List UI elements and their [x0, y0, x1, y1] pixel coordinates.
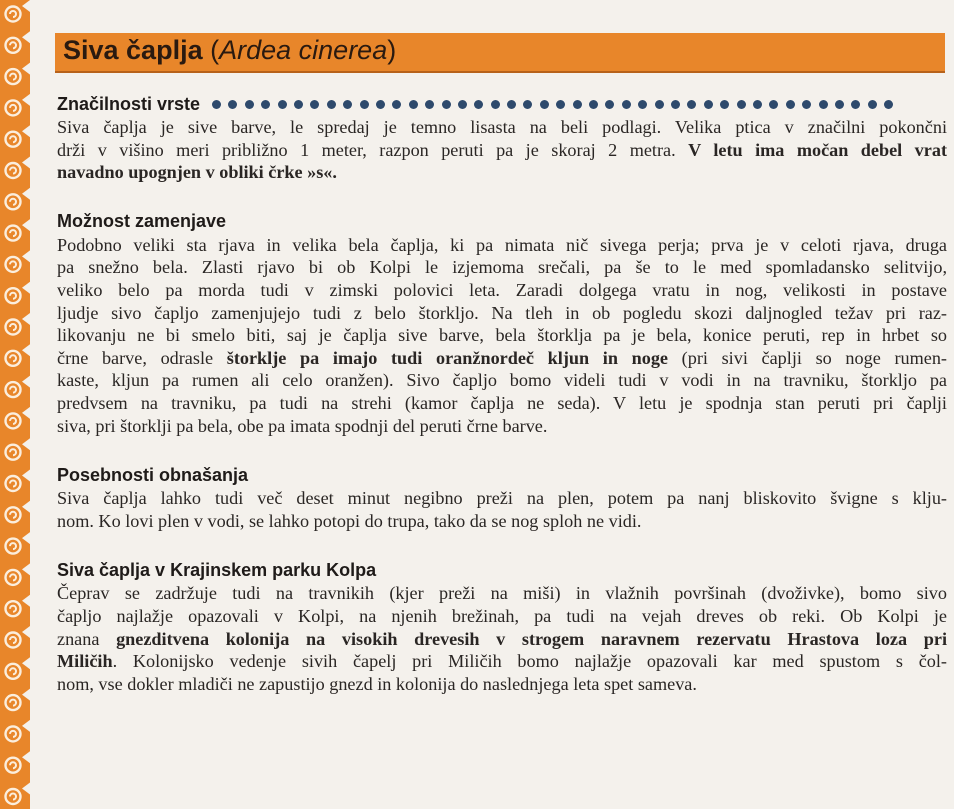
rule-dot — [278, 100, 287, 109]
text-line — [57, 605, 947, 628]
title-common-name: Siva čaplja — [63, 35, 203, 65]
spiral-ornament — [6, 188, 31, 210]
text-line — [57, 415, 947, 438]
section-heading-row — [57, 92, 947, 116]
title-latin-name: Ardea cinerea — [219, 35, 388, 65]
text-line — [57, 628, 947, 651]
rule-dot — [458, 100, 467, 109]
rule-dot — [769, 100, 778, 109]
rule-dot — [720, 100, 729, 109]
text-line — [57, 116, 947, 139]
rule-dot — [638, 100, 647, 109]
rule-dot — [573, 100, 582, 109]
section-heading-row — [57, 463, 947, 487]
title-open-paren: ( — [210, 35, 220, 65]
rule-dot — [442, 100, 451, 109]
text-line — [57, 673, 947, 696]
rule-dot — [605, 100, 614, 109]
text-run: črne barve, odrasle — [57, 347, 227, 368]
text-line — [57, 487, 947, 510]
rule-dot — [556, 100, 565, 109]
rule-dot — [507, 100, 516, 109]
section-heading-row — [57, 210, 947, 234]
spiral-ornament — [6, 532, 31, 554]
rule-dot — [294, 100, 303, 109]
spiral-ornament — [6, 751, 31, 773]
spiral-ornament — [6, 563, 31, 585]
text-run: pa snežno bela. Zlasti rjavo bi ob Kolpi le izjemoma srečali, pa še to le med spomladansko selitvijo, — [57, 257, 947, 278]
spiral-ornament — [6, 0, 31, 22]
spiral-ornament — [6, 282, 31, 304]
text-line — [57, 161, 947, 184]
rule-dot — [671, 100, 680, 109]
spiral-ornament — [6, 720, 31, 742]
rule-dot — [802, 100, 811, 109]
rule-dot — [884, 100, 893, 109]
rule-dot — [310, 100, 319, 109]
rule-dot — [868, 100, 877, 109]
text-run: . Kolonijsko vedenje sivih čapelj pri Miličih bomo najlažje opazovali kar med spustom s čol- — [112, 651, 947, 672]
text-line — [57, 279, 947, 302]
text-run: Siva čaplja lahko tudi več deset minut negibno preži na plen, potem pa nanj bliskovito švigne s klju- — [57, 488, 947, 509]
page-title — [63, 35, 396, 66]
spiral-ornament — [6, 595, 31, 617]
text-run: likovanju ne bi smelo biti, saj je čaplja sive barve, bela štorklja pa je bela, konice peruti, rep in hrbet so — [57, 325, 947, 346]
title-bar — [55, 33, 945, 73]
spiral-ornament — [6, 407, 31, 429]
article-body — [57, 92, 947, 721]
rule-dot — [786, 100, 795, 109]
decorative-border — [0, 0, 30, 809]
text-line — [57, 650, 947, 673]
rule-dot — [474, 100, 483, 109]
rule-dot — [212, 100, 221, 109]
bold-run: navadno upognjen v obliki črke »s«. — [57, 162, 337, 183]
text-line — [57, 234, 947, 257]
spiral-ornament — [6, 31, 31, 53]
section-heading: Možnost zamenjave — [57, 211, 227, 232]
rule-dot — [491, 100, 500, 109]
text-run: veliko belo pa morda tudi v zimski polovici leta. Zaradi dolgega vratu in nog, velikosti in postave — [57, 279, 947, 300]
spiral-ornament — [6, 626, 31, 648]
text-run: znana — [57, 628, 117, 649]
section-heading: Značilnosti vrste — [57, 93, 201, 114]
section-heading: Siva čaplja v Krajinskem parku Kolpa — [57, 559, 377, 580]
section-paragraph — [57, 582, 947, 695]
spiral-ornament — [6, 219, 31, 241]
bold-run: Miličih — [57, 651, 113, 672]
text-line — [57, 392, 947, 415]
rule-dot — [851, 100, 860, 109]
text-line — [57, 510, 947, 533]
rule-dot — [687, 100, 696, 109]
spiral-ornament — [6, 470, 31, 492]
bold-run: gnezditvena kolonija na visokih drevesih v strogem naravnem rezervatu Hrastova loza pri — [116, 628, 947, 649]
text-line — [57, 302, 947, 325]
spiral-ornament — [6, 344, 31, 366]
text-run: ljudje sivo čapljo zamenjujejo tudi z belo štorkljo. Na tleh in ob pogledu skozi daljnogled težav pri raz- — [57, 302, 947, 323]
dotted-rule — [212, 100, 900, 109]
text-run: siva, pri štorklji pa bela, obe pa imata spodnji del peruti črne barve. — [57, 415, 548, 436]
rule-dot — [622, 100, 631, 109]
spiral-ornament — [6, 125, 31, 147]
section-characteristics — [57, 92, 947, 184]
spiral-ornament — [6, 94, 31, 116]
text-run: Podobno veliki sta rjava in velika bela čaplja, ki pa nimata nič sivega perja; prva je v celoti rjava, druga — [57, 234, 947, 255]
text-line — [57, 369, 947, 392]
rule-dot — [425, 100, 434, 109]
text-run: predvsem na travniku, pa tudi na strehi (kamor čaplja ne seda). V letu je spodnja stan peruti pri čaplji — [57, 392, 947, 413]
text-line — [57, 324, 947, 347]
text-line — [57, 582, 947, 605]
section-kolpa-park — [57, 558, 947, 695]
section-paragraph — [57, 116, 947, 184]
text-line — [57, 256, 947, 279]
rule-dot — [228, 100, 237, 109]
rule-dot — [245, 100, 254, 109]
rule-dot — [589, 100, 598, 109]
spiral-ornament — [6, 501, 31, 523]
bold-run: V letu ima močan debel vrat — [688, 139, 948, 160]
bold-run: štorklje pa imajo tudi oranžnordeč kljun in noge — [226, 347, 668, 368]
spiral-ornament — [6, 157, 31, 179]
text-run: nom, vse dokler mladiči ne zapustijo gnezd in kolonija do naslednjega leta spet sameva. — [57, 673, 697, 694]
rule-dot — [376, 100, 385, 109]
text-run: kaste, kljun pa rumen ali celo oranžen). Sivo čapljo bomo videli tudi v vodi in na travniku, štorkljo pa — [57, 370, 947, 391]
spiral-pattern — [0, 0, 30, 809]
text-run: Siva čaplja je sive barve, le spredaj je temno lisasta na beli podlagi. Velika ptica v značilni pokončni — [57, 117, 947, 137]
spiral-ornament — [6, 689, 31, 711]
section-heading: Posebnosti obnašanja — [57, 464, 249, 485]
section-heading-row — [57, 558, 947, 582]
rule-dot — [327, 100, 336, 109]
rule-dot — [753, 100, 762, 109]
text-run: Čeprav se zadržuje tudi na travnikih (kjer preži na miši) in vlažnih površinah (dvoživke), bomo sivo — [57, 583, 947, 604]
rule-dot — [835, 100, 844, 109]
spiral-ornament — [6, 250, 31, 272]
text-run: (pri sivi čaplji so noge rumen- — [668, 347, 947, 368]
spiral-ornament — [6, 657, 31, 679]
rule-dot — [819, 100, 828, 109]
rule-dot — [737, 100, 746, 109]
text-run: drži v višino meri približno 1 meter, razpon peruti pa je skoraj 2 metra. — [57, 139, 689, 160]
rule-dot — [261, 100, 270, 109]
section-behaviour — [57, 463, 947, 532]
text-run: nom. Ko lovi plen v vodi, se lahko potopi do trupa, tako da se nog sploh ne vidi. — [57, 510, 642, 531]
rule-dot — [540, 100, 549, 109]
section-paragraph — [57, 234, 947, 437]
spiral-ornament — [6, 783, 31, 805]
rule-dot — [409, 100, 418, 109]
rule-dot — [343, 100, 352, 109]
section-confusion — [57, 210, 947, 437]
spiral-ornament — [6, 438, 31, 460]
title-close-paren: ) — [387, 35, 397, 65]
rule-dot — [392, 100, 401, 109]
spiral-ornament — [6, 376, 31, 398]
text-line — [57, 347, 947, 370]
text-run: čapljo najlažje opazovali v Kolpi, na njenih brežinah, pa tudi na vejah dreves ob reki. Ob Kolpi je — [57, 605, 947, 626]
rule-dot — [360, 100, 369, 109]
rule-dot — [704, 100, 713, 109]
spiral-ornament — [6, 313, 31, 335]
spiral-ornament — [6, 63, 31, 85]
rule-dot — [655, 100, 664, 109]
text-line — [57, 139, 947, 162]
rule-dot — [523, 100, 532, 109]
section-paragraph — [57, 487, 947, 532]
